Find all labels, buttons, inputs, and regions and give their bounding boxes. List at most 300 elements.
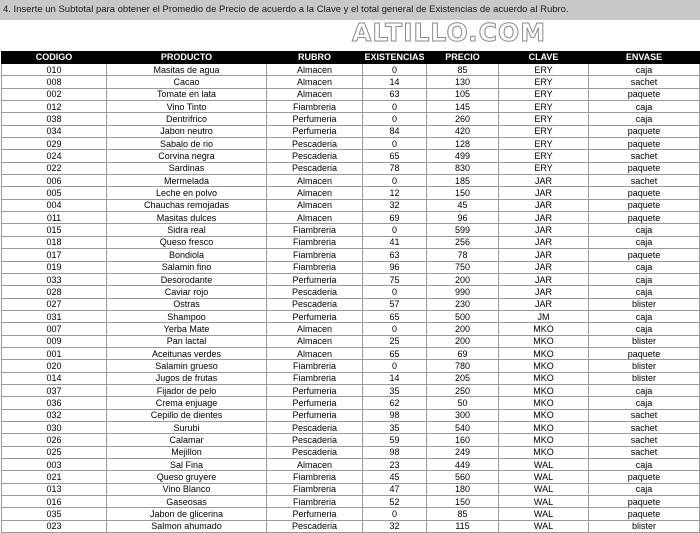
cell-existencias: 0 xyxy=(363,101,427,113)
table-row xyxy=(2,323,700,335)
table-row xyxy=(2,347,700,359)
cell-producto: Mejillon xyxy=(107,446,267,458)
instruction-bar: 4. Inserte un Subtotal para obtener el Promedio de Precio de acuerdo a la Clave y el total general de Existencias de acuerdo al Rubro. xyxy=(0,0,700,20)
cell-envase: caja xyxy=(589,310,700,322)
table-row xyxy=(2,224,700,236)
cell-codigo: 014 xyxy=(2,372,107,384)
cell-producto: Sidra real xyxy=(107,224,267,236)
cell-existencias: 0 xyxy=(363,175,427,187)
cell-precio: 150 xyxy=(427,496,499,508)
cell-rubro: Almacen xyxy=(267,335,363,347)
cell-existencias: 14 xyxy=(363,76,427,88)
cell-codigo: 008 xyxy=(2,76,107,88)
cell-clave: ERY xyxy=(499,101,589,113)
cell-existencias: 63 xyxy=(363,249,427,261)
cell-rubro: Fiambreria xyxy=(267,101,363,113)
cell-precio: 69 xyxy=(427,347,499,359)
cell-precio: 256 xyxy=(427,236,499,248)
cell-existencias: 14 xyxy=(363,372,427,384)
cell-clave: MKO xyxy=(499,446,589,458)
cell-precio: 150 xyxy=(427,187,499,199)
cell-envase: paquete xyxy=(589,199,700,211)
cell-envase: paquete xyxy=(589,162,700,174)
cell-codigo: 028 xyxy=(2,286,107,298)
table-row xyxy=(2,446,700,458)
cell-precio: 830 xyxy=(427,162,499,174)
cell-producto: Sal Fina xyxy=(107,459,267,471)
cell-clave: MKO xyxy=(499,323,589,335)
cell-envase: caja xyxy=(589,236,700,248)
cell-rubro: Pescaderia xyxy=(267,434,363,446)
cell-clave: JM xyxy=(499,310,589,322)
column-header-clave: CLAVE xyxy=(499,52,589,64)
cell-envase: paquete xyxy=(589,471,700,483)
cell-clave: JAR xyxy=(499,273,589,285)
cell-clave: ERY xyxy=(499,162,589,174)
cell-rubro: Fiambreria xyxy=(267,249,363,261)
cell-existencias: 59 xyxy=(363,434,427,446)
cell-clave: ERY xyxy=(499,64,589,76)
cell-producto: Leche en polvo xyxy=(107,187,267,199)
cell-envase: caja xyxy=(589,224,700,236)
cell-existencias: 0 xyxy=(363,360,427,372)
column-header-precio: PRECIO xyxy=(427,52,499,64)
cell-producto: Dentrifrico xyxy=(107,113,267,125)
cell-producto: Mermelada xyxy=(107,175,267,187)
cell-existencias: 0 xyxy=(363,138,427,150)
cell-rubro: Pescaderia xyxy=(267,298,363,310)
cell-envase: sachet xyxy=(589,175,700,187)
cell-producto: Ostras xyxy=(107,298,267,310)
cell-codigo: 007 xyxy=(2,323,107,335)
cell-rubro: Pescaderia xyxy=(267,162,363,174)
cell-rubro: Pescaderia xyxy=(267,150,363,162)
table-row xyxy=(2,508,700,520)
cell-precio: 145 xyxy=(427,101,499,113)
cell-existencias: 62 xyxy=(363,397,427,409)
cell-envase: caja xyxy=(589,384,700,396)
cell-rubro: Perfumeria xyxy=(267,397,363,409)
cell-rubro: Almacen xyxy=(267,64,363,76)
cell-producto: Crema enjuage xyxy=(107,397,267,409)
cell-producto: Queso gruyere xyxy=(107,471,267,483)
cell-precio: 499 xyxy=(427,150,499,162)
cell-precio: 200 xyxy=(427,323,499,335)
cell-precio: 105 xyxy=(427,88,499,100)
cell-clave: JAR xyxy=(499,224,589,236)
table-row xyxy=(2,471,700,483)
cell-precio: 45 xyxy=(427,199,499,211)
cell-existencias: 78 xyxy=(363,162,427,174)
cell-producto: Yerba Mate xyxy=(107,323,267,335)
cell-envase: sachet xyxy=(589,150,700,162)
cell-producto: Sardinas xyxy=(107,162,267,174)
cell-producto: Queso fresco xyxy=(107,236,267,248)
cell-existencias: 63 xyxy=(363,88,427,100)
table-row xyxy=(2,236,700,248)
cell-clave: MKO xyxy=(499,397,589,409)
cell-existencias: 35 xyxy=(363,421,427,433)
cell-existencias: 32 xyxy=(363,199,427,211)
cell-codigo: 025 xyxy=(2,446,107,458)
cell-producto: Salamin grueso xyxy=(107,360,267,372)
column-header-codigo: CODIGO xyxy=(2,52,107,64)
cell-codigo: 038 xyxy=(2,113,107,125)
cell-codigo: 010 xyxy=(2,64,107,76)
cell-clave: JAR xyxy=(499,261,589,273)
cell-existencias: 0 xyxy=(363,113,427,125)
cell-rubro: Almacen xyxy=(267,76,363,88)
table-row xyxy=(2,372,700,384)
cell-codigo: 029 xyxy=(2,138,107,150)
table-row xyxy=(2,76,700,88)
cell-precio: 990 xyxy=(427,286,499,298)
cell-clave: JAR xyxy=(499,187,589,199)
cell-existencias: 69 xyxy=(363,212,427,224)
cell-producto: Chauchas remojadas xyxy=(107,199,267,211)
cell-envase: caja xyxy=(589,64,700,76)
products-table xyxy=(1,51,700,533)
cell-envase: caja xyxy=(589,113,700,125)
cell-codigo: 005 xyxy=(2,187,107,199)
cell-clave: JAR xyxy=(499,212,589,224)
cell-precio: 300 xyxy=(427,409,499,421)
cell-producto: Masitas de agua xyxy=(107,64,267,76)
cell-envase: caja xyxy=(589,483,700,495)
table-row xyxy=(2,360,700,372)
cell-codigo: 006 xyxy=(2,175,107,187)
cell-rubro: Pescaderia xyxy=(267,286,363,298)
cell-codigo: 032 xyxy=(2,409,107,421)
table-row xyxy=(2,162,700,174)
cell-clave: WAL xyxy=(499,508,589,520)
cell-codigo: 019 xyxy=(2,261,107,273)
cell-codigo: 030 xyxy=(2,421,107,433)
cell-codigo: 017 xyxy=(2,249,107,261)
table-row xyxy=(2,101,700,113)
cell-producto: Corvina negra xyxy=(107,150,267,162)
cell-codigo: 024 xyxy=(2,150,107,162)
cell-existencias: 65 xyxy=(363,347,427,359)
header-row xyxy=(2,52,700,64)
cell-precio: 96 xyxy=(427,212,499,224)
column-header-producto: PRODUCTO xyxy=(107,52,267,64)
cell-producto: Jabon neutro xyxy=(107,125,267,137)
cell-envase: paquete xyxy=(589,347,700,359)
cell-codigo: 033 xyxy=(2,273,107,285)
table-row xyxy=(2,187,700,199)
table-row xyxy=(2,421,700,433)
cell-clave: ERY xyxy=(499,88,589,100)
cell-envase: sachet xyxy=(589,421,700,433)
cell-producto: Tomate en lata xyxy=(107,88,267,100)
cell-precio: 420 xyxy=(427,125,499,137)
cell-codigo: 031 xyxy=(2,310,107,322)
cell-clave: JAR xyxy=(499,286,589,298)
cell-codigo: 002 xyxy=(2,88,107,100)
cell-existencias: 47 xyxy=(363,483,427,495)
column-header-rubro: RUBRO xyxy=(267,52,363,64)
cell-clave: MKO xyxy=(499,360,589,372)
table-row xyxy=(2,249,700,261)
cell-producto: Salmon ahumado xyxy=(107,520,267,532)
cell-existencias: 75 xyxy=(363,273,427,285)
cell-codigo: 027 xyxy=(2,298,107,310)
cell-envase: paquete xyxy=(589,187,700,199)
cell-clave: MKO xyxy=(499,384,589,396)
cell-rubro: Fiambreria xyxy=(267,496,363,508)
cell-clave: WAL xyxy=(499,520,589,532)
cell-producto: Sabalo de rio xyxy=(107,138,267,150)
cell-producto: Jabon de glicerina xyxy=(107,508,267,520)
cell-precio: 540 xyxy=(427,421,499,433)
cell-rubro: Pescaderia xyxy=(267,138,363,150)
cell-existencias: 25 xyxy=(363,335,427,347)
cell-precio: 50 xyxy=(427,397,499,409)
cell-clave: MKO xyxy=(499,421,589,433)
cell-envase: blister xyxy=(589,520,700,532)
cell-codigo: 020 xyxy=(2,360,107,372)
table-row xyxy=(2,138,700,150)
table-row xyxy=(2,261,700,273)
cell-precio: 780 xyxy=(427,360,499,372)
cell-clave: ERY xyxy=(499,113,589,125)
cell-codigo: 022 xyxy=(2,162,107,174)
table-row xyxy=(2,310,700,322)
table-row xyxy=(2,125,700,137)
table-row xyxy=(2,199,700,211)
table-row xyxy=(2,273,700,285)
cell-codigo: 026 xyxy=(2,434,107,446)
cell-precio: 180 xyxy=(427,483,499,495)
cell-producto: Cepillo de dientes xyxy=(107,409,267,421)
cell-clave: JAR xyxy=(499,175,589,187)
cell-rubro: Almacen xyxy=(267,88,363,100)
cell-codigo: 011 xyxy=(2,212,107,224)
cell-precio: 130 xyxy=(427,76,499,88)
cell-producto: Caviar rojo xyxy=(107,286,267,298)
cell-clave: JAR xyxy=(499,249,589,261)
table-row xyxy=(2,434,700,446)
cell-codigo: 035 xyxy=(2,508,107,520)
cell-precio: 560 xyxy=(427,471,499,483)
cell-precio: 750 xyxy=(427,261,499,273)
cell-precio: 160 xyxy=(427,434,499,446)
cell-precio: 250 xyxy=(427,384,499,396)
cell-codigo: 023 xyxy=(2,520,107,532)
cell-clave: ERY xyxy=(499,76,589,88)
cell-precio: 85 xyxy=(427,508,499,520)
watermark-logo: ALTILLO.COM xyxy=(352,18,547,47)
table-row xyxy=(2,335,700,347)
cell-envase: paquete xyxy=(589,212,700,224)
cell-envase: paquete xyxy=(589,508,700,520)
cell-envase: caja xyxy=(589,101,700,113)
column-header-existencias: EXISTENCIAS xyxy=(364,52,425,62)
table-row xyxy=(2,459,700,471)
table-row xyxy=(2,150,700,162)
table-row xyxy=(2,88,700,100)
cell-existencias: 35 xyxy=(363,384,427,396)
cell-envase: sachet xyxy=(589,76,700,88)
cell-envase: caja xyxy=(589,273,700,285)
cell-precio: 249 xyxy=(427,446,499,458)
cell-clave: ERY xyxy=(499,125,589,137)
cell-codigo: 034 xyxy=(2,125,107,137)
cell-rubro: Perfumeria xyxy=(267,409,363,421)
cell-rubro: Almacen xyxy=(267,323,363,335)
cell-clave: WAL xyxy=(499,471,589,483)
cell-existencias: 23 xyxy=(363,459,427,471)
cell-producto: Bondiola xyxy=(107,249,267,261)
cell-producto: Vino Blanco xyxy=(107,483,267,495)
cell-precio: 500 xyxy=(427,310,499,322)
cell-producto: Salamin fino xyxy=(107,261,267,273)
cell-rubro: Perfumeria xyxy=(267,113,363,125)
cell-existencias: 32 xyxy=(363,520,427,532)
cell-existencias: 0 xyxy=(363,508,427,520)
cell-envase: caja xyxy=(589,459,700,471)
cell-existencias: 0 xyxy=(363,224,427,236)
cell-producto: Jugos de frutas xyxy=(107,372,267,384)
table-row xyxy=(2,496,700,508)
cell-producto: Pan lactal xyxy=(107,335,267,347)
cell-producto: Vino Tinto xyxy=(107,101,267,113)
table-row xyxy=(2,520,700,532)
cell-codigo: 036 xyxy=(2,397,107,409)
cell-rubro: Almacen xyxy=(267,175,363,187)
cell-existencias: 84 xyxy=(363,125,427,137)
cell-envase: caja xyxy=(589,286,700,298)
cell-precio: 115 xyxy=(427,520,499,532)
cell-precio: 128 xyxy=(427,138,499,150)
cell-rubro: Fiambreria xyxy=(267,236,363,248)
cell-existencias: 57 xyxy=(363,298,427,310)
cell-envase: blister xyxy=(589,298,700,310)
cell-envase: paquete xyxy=(589,88,700,100)
cell-codigo: 012 xyxy=(2,101,107,113)
cell-clave: MKO xyxy=(499,434,589,446)
cell-precio: 85 xyxy=(427,64,499,76)
cell-codigo: 004 xyxy=(2,199,107,211)
cell-precio: 78 xyxy=(427,249,499,261)
cell-rubro: Pescaderia xyxy=(267,421,363,433)
cell-envase: caja xyxy=(589,323,700,335)
cell-codigo: 015 xyxy=(2,224,107,236)
table-row xyxy=(2,483,700,495)
cell-existencias: 52 xyxy=(363,496,427,508)
cell-rubro: Fiambreria xyxy=(267,261,363,273)
cell-rubro: Perfumeria xyxy=(267,384,363,396)
cell-clave: WAL xyxy=(499,459,589,471)
cell-existencias: 98 xyxy=(363,409,427,421)
cell-codigo: 003 xyxy=(2,459,107,471)
cell-codigo: 021 xyxy=(2,471,107,483)
cell-precio: 185 xyxy=(427,175,499,187)
column-header-envase: ENVASE xyxy=(589,52,700,64)
cell-rubro: Fiambreria xyxy=(267,483,363,495)
cell-clave: WAL xyxy=(499,496,589,508)
cell-envase: blister xyxy=(589,372,700,384)
cell-envase: paquete xyxy=(589,496,700,508)
cell-codigo: 013 xyxy=(2,483,107,495)
cell-clave: WAL xyxy=(499,483,589,495)
cell-clave: MKO xyxy=(499,347,589,359)
cell-rubro: Fiambreria xyxy=(267,372,363,384)
cell-precio: 200 xyxy=(427,273,499,285)
cell-precio: 200 xyxy=(427,335,499,347)
cell-precio: 205 xyxy=(427,372,499,384)
cell-rubro: Perfumeria xyxy=(267,310,363,322)
table-row xyxy=(2,409,700,421)
cell-producto: Shampoo xyxy=(107,310,267,322)
cell-rubro: Perfumeria xyxy=(267,273,363,285)
cell-precio: 260 xyxy=(427,113,499,125)
cell-rubro: Perfumeria xyxy=(267,125,363,137)
cell-rubro: Pescaderia xyxy=(267,520,363,532)
cell-existencias: 12 xyxy=(363,187,427,199)
cell-precio: 599 xyxy=(427,224,499,236)
cell-existencias: 41 xyxy=(363,236,427,248)
cell-producto: Cacao xyxy=(107,76,267,88)
cell-clave: JAR xyxy=(499,199,589,211)
cell-clave: ERY xyxy=(499,138,589,150)
cell-existencias: 0 xyxy=(363,64,427,76)
cell-clave: MKO xyxy=(499,335,589,347)
cell-envase: caja xyxy=(589,261,700,273)
cell-rubro: Fiambreria xyxy=(267,471,363,483)
cell-rubro: Almacen xyxy=(267,459,363,471)
cell-clave: JAR xyxy=(499,236,589,248)
cell-producto: Fijador de pelo xyxy=(107,384,267,396)
cell-producto: Calamar xyxy=(107,434,267,446)
table-row xyxy=(2,175,700,187)
cell-existencias: 65 xyxy=(363,310,427,322)
cell-rubro: Perfumeria xyxy=(267,508,363,520)
cell-precio: 449 xyxy=(427,459,499,471)
cell-clave: JAR xyxy=(499,298,589,310)
cell-codigo: 037 xyxy=(2,384,107,396)
cell-envase: caja xyxy=(589,397,700,409)
cell-rubro: Almacen xyxy=(267,347,363,359)
cell-rubro: Pescaderia xyxy=(267,446,363,458)
cell-codigo: 018 xyxy=(2,236,107,248)
cell-existencias: 0 xyxy=(363,286,427,298)
cell-envase: paquete xyxy=(589,138,700,150)
cell-codigo: 001 xyxy=(2,347,107,359)
cell-codigo: 016 xyxy=(2,496,107,508)
table-row xyxy=(2,298,700,310)
cell-producto: Gaseosas xyxy=(107,496,267,508)
cell-envase: sachet xyxy=(589,434,700,446)
table-body xyxy=(2,64,700,533)
cell-clave: MKO xyxy=(499,409,589,421)
cell-rubro: Fiambreria xyxy=(267,360,363,372)
cell-producto: Aceitunas verdes xyxy=(107,347,267,359)
cell-envase: paquete xyxy=(589,249,700,261)
cell-existencias: 65 xyxy=(363,150,427,162)
table-row xyxy=(2,384,700,396)
table-row xyxy=(2,286,700,298)
cell-rubro: Almacen xyxy=(267,212,363,224)
cell-producto: Surubi xyxy=(107,421,267,433)
cell-envase: blister xyxy=(589,360,700,372)
table-row xyxy=(2,397,700,409)
cell-existencias: 98 xyxy=(363,446,427,458)
table-row xyxy=(2,64,700,76)
cell-rubro: Almacen xyxy=(267,199,363,211)
cell-clave: MKO xyxy=(499,372,589,384)
